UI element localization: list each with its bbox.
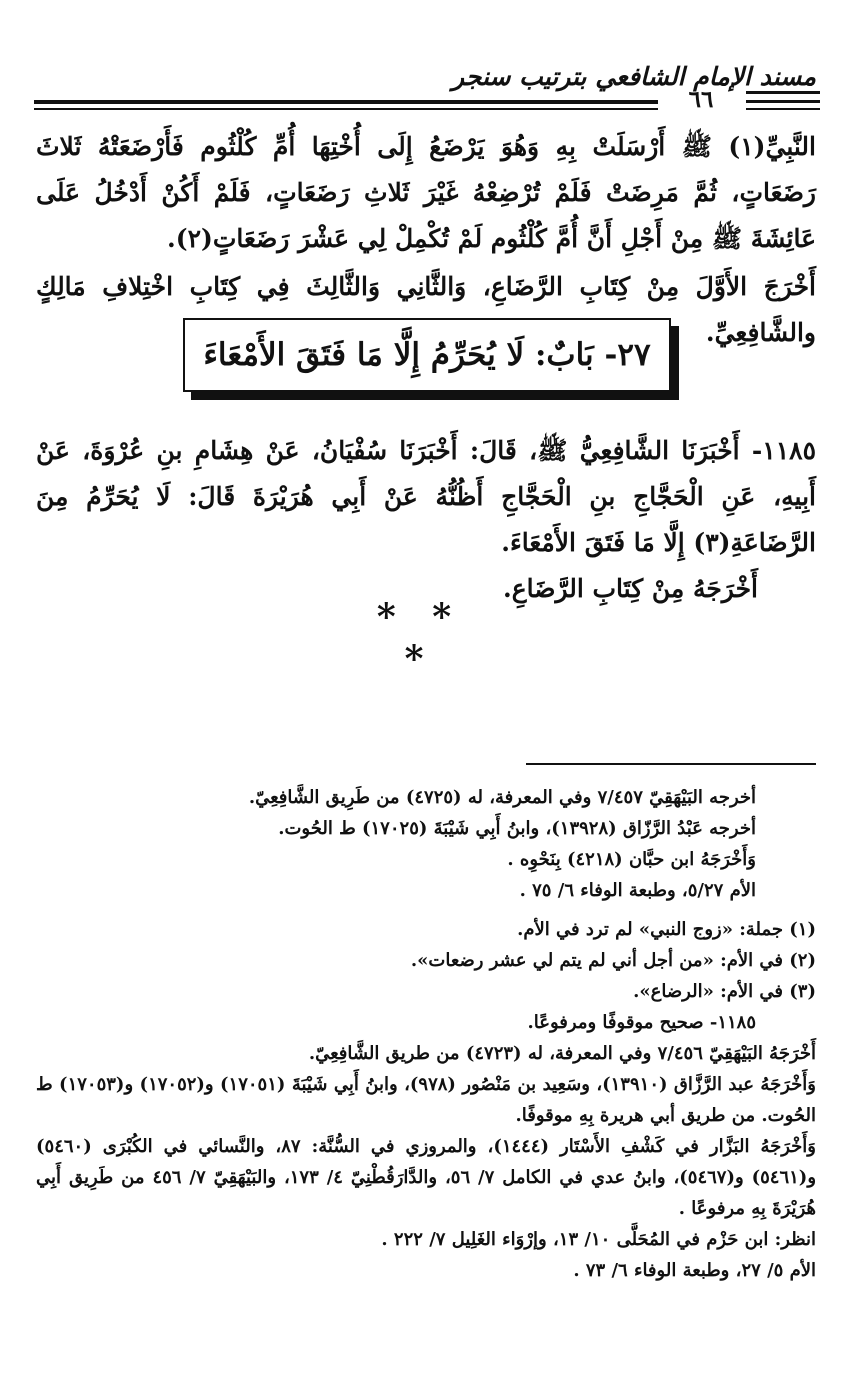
footnote-note: (١) جملة: «زوج النبي» لم ترد في الأم.	[517, 919, 816, 940]
page-number-rule	[746, 100, 820, 103]
footnote-line: أخرجه البَيْهَقِيّ ٧/٤٥٧ وفي المعرفة، له (٤٧٢٥) من طَرِيق الشَّافِعِيّ.	[248, 787, 756, 808]
page-number-rule	[746, 108, 820, 110]
footnote-line: انظر: ابن حَزْم في المُحَلَّى ١٠/ ١٣، وإرْوَاء الغَلِيل ٧/ ٢٢٢ .	[381, 1229, 816, 1250]
footnote-note: (٢) في الأم: «من أجل أني لم يتم لي عشر رضعات».	[410, 950, 816, 971]
footnote-line: الأم ٥/ ٢٧، وطبعة الوفاء ٦/ ٧٣ .	[573, 1260, 816, 1281]
footnote-line: أخرجه عَبْدُ الرَّزّاق (١٣٩٢٨)، وابنُ أَبِي شَيْبَةَ (١٧٠٢٥) ط الحُوت.	[278, 818, 756, 839]
running-title: مسند الإمام الشافعي بترتيب سنجر	[452, 62, 816, 91]
footnote-line: وَأَخْرَجَهُ عبد الرَّزَّاق (١٣٩١٠)، وسَعِيد بن مَنْصُور (٩٧٨)، وابنُ أَبِي شَيْبَةَ (١٧٠٥١) و(١٧٠٥٢) و(١٧٠٥٣) ط الحُوت. من طريق أبي هريرة بِهِ موقوفًا.	[36, 1074, 816, 1126]
header-rule	[34, 108, 658, 110]
header-rule	[34, 100, 658, 104]
footnote-line: أَخْرَجَهُ البَيْهَقِيّ ٧/٤٥٦ وفي المعرفة، له (٤٧٢٣) من طريق الشَّافِعِيّ.	[308, 1043, 816, 1064]
footnote-spacer	[36, 906, 816, 914]
page-number: ٦٦	[688, 86, 714, 113]
hadith-grade: ١١٨٥- صحيح موقوفًا ومرفوعًا.	[527, 1012, 756, 1033]
footnotes	[36, 782, 816, 1286]
footnote-line: وَأَخْرَجَهُ البَزَّار في كَشْفِ الأَسْتَار (١٤٤٤)، والمروزي في السُّنَّة: ٨٧، والنَّسائي في الكُبْرَى (٥٤٦٠) و(٥٤٦١) و(٥٤٦٧)، وابنُ عدي في الكامل ٧/ ٥٦، والدَّارَقُطْنِيّ ٤/ ١٧٣، والبَيْهَقِيّ ٧/ ٤٥٦ من طَرِيق أَبِي هُرَيْرَةَ بِهِ مرفوعًا .	[36, 1136, 817, 1219]
body-paragraph: النَّبِيِّ(١) ﷺ أَرْسَلَتْ بِهِ وَهُوَ يَرْضَعُ إِلَى أُخْتِهَا أُمِّ كُلْثُوم فَأَرْضَعَتْهُ ثَلاثَ رَضَعَاتٍ، ثُمَّ مَرِضَتْ فَلَمْ تُرْضِعْهُ غَيْرَ ثَلاثِ رَضَعَاتٍ، فَلَمْ أَكُنْ أَدْخُلُ عَلَى عَائِشَةَ ﷺ مِنْ أَجْلِ أَنَّ أُمَّ كُلْثُوم لَمْ تُكْمِلْ لِي عَشْرَ رَضَعَاتٍ(٢).	[36, 132, 816, 253]
footnote-line: وَأَخْرَجَهُ ابن حبَّان (٤٢١٨) بِنَحْوِه .	[507, 849, 756, 870]
footnote-note: (٣) في الأم: «الرضاع».	[633, 981, 816, 1002]
hadith-text: ١١٨٥- أَخْبَرَنَا الشَّافِعِيُّ ﷺ، قَالَ: أَخْبَرَنَا سُفْيَانُ، عَنْ هِشَامِ بنِ عُرْوَةَ، عَنْ أَبِيهِ، عَنِ الْحَجَّاجِ بنِ الْحَجَّاجِ أَظُنُّهُ عَنْ أَبِي هُرَيْرَةَ قَالَ: لَا يُحَرِّمُ مِنَ الرَّضَاعَةِ(٣) إِلَّا مَا فَتَقَ الأَمْعَاءَ.	[36, 436, 816, 557]
hadith-source: أَخْرَجَهُ مِنْ كِتَابِ الرَّضَاعِ.	[502, 574, 758, 603]
hadith-block	[36, 428, 816, 612]
chapter-title: ٢٧- بَابٌ: لَا يُحَرِّمُ إِلَّا مَا فَتَقَ الأَمْعَاءَ	[203, 337, 651, 373]
section-separator: * * *	[376, 596, 464, 680]
footnote-line: الأم ٥/٢٧، وطبعة الوفاء ٦/ ٧٥ .	[519, 880, 756, 901]
page-number-rule	[746, 91, 820, 94]
chapter-heading-box	[183, 318, 671, 392]
source-line: أَخْرَجَ الأَوَّلَ مِنْ كِتَابِ الرَّضَاعِ، وَالثَّانِي وَالثَّالِثَ فِي كِتَابِ اخْتِلافِ مَالِكٍ والشَّافِعِيِّ.	[36, 272, 816, 347]
footnote-rule	[526, 763, 816, 765]
